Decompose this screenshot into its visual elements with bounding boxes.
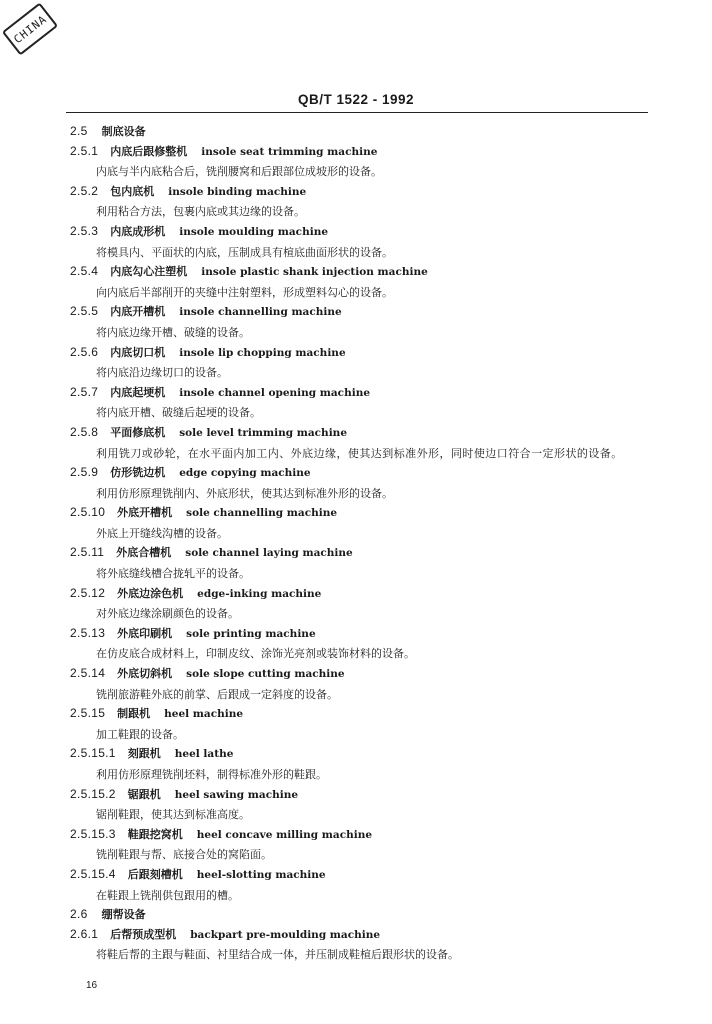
- item-number: 2.5.10: [70, 505, 106, 520]
- term-entry: [70, 925, 654, 965]
- term-entry: [70, 785, 654, 825]
- item-number: 2.5.15.2: [70, 786, 116, 801]
- term-english: sole printing machine: [186, 627, 316, 640]
- item-number: 2.5.15: [70, 706, 106, 721]
- term-english: sole slope cutting machine: [186, 668, 345, 681]
- term-entry: [70, 182, 654, 222]
- term-definition: 利用粘合方法，包裹内底或其边缘的设备。: [96, 205, 305, 219]
- item-number: 2.5.1: [70, 143, 99, 158]
- term-chinese: 包内底机: [110, 184, 155, 198]
- item-number: 2.5.13: [70, 625, 106, 640]
- term-chinese: 鞋跟挖窝机: [127, 827, 183, 841]
- item-number: 2.5.11: [70, 545, 105, 560]
- term-definition: 将模具内、平面状的内底，压制成具有楦底曲面形状的设备。: [96, 245, 393, 259]
- term-entry: [70, 825, 654, 865]
- term-chinese: 内底开槽机: [110, 305, 166, 319]
- item-number: 2.5.7: [70, 384, 99, 399]
- term-definition: 外底上开缝线沟槽的设备。: [96, 526, 228, 540]
- term-entry: [70, 543, 654, 583]
- term-entry: [70, 503, 654, 543]
- term-definition: 向内底后半部削开的夹缝中注射塑料，形成塑料勾心的设备。: [96, 285, 393, 299]
- item-number: 2.5.5: [70, 304, 99, 319]
- term-english: heel concave milling machine: [196, 828, 373, 841]
- term-english: sole channelling machine: [186, 507, 338, 520]
- term-list: [70, 122, 654, 965]
- item-number: 2.6: [70, 907, 88, 922]
- header-rule: [66, 112, 648, 113]
- term-definition: 利用仿形原理铣削内、外底形状，使其达到标准外形的设备。: [96, 486, 393, 500]
- term-definition: 铣削旅游鞋外底的前掌、后跟成一定斜度的设备。: [96, 687, 338, 701]
- term-english: insole seat trimming machine: [201, 145, 378, 158]
- term-definition: 将内底边缘开槽、破缝的设备。: [96, 325, 250, 339]
- term-entry: [70, 704, 654, 744]
- item-number: 2.5.3: [70, 223, 99, 238]
- term-entry: [70, 624, 654, 664]
- term-english: insole lip chopping machine: [179, 346, 346, 359]
- term-chinese: 锯跟机: [127, 787, 161, 801]
- item-number: 2.5.15.4: [70, 866, 116, 881]
- term-entry: [70, 744, 654, 784]
- term-english: edge-inking machine: [197, 587, 322, 600]
- item-number: 2.5.14: [70, 666, 106, 681]
- term-entry: [70, 222, 654, 262]
- term-entry: [70, 865, 654, 905]
- term-english: sole level trimming machine: [179, 426, 347, 439]
- term-chinese: 平面修底机: [110, 425, 166, 439]
- term-chinese: 制跟机: [117, 707, 151, 721]
- item-number: 2.6.1: [70, 926, 99, 941]
- term-chinese: 外底切斜机: [117, 667, 173, 681]
- term-entry: [70, 262, 654, 302]
- item-number: 2.5.6: [70, 344, 99, 359]
- term-definition: 锯削鞋跟，使其达到标准高度。: [96, 808, 250, 822]
- item-number: 2.5.4: [70, 264, 99, 279]
- item-number: 2.5: [70, 124, 88, 138]
- section-title: 绷帮设备: [101, 908, 146, 922]
- standard-number-header: QB/T 1522 - 1992: [298, 92, 415, 107]
- term-entry: [70, 463, 654, 503]
- section-title: 制底设备: [101, 125, 146, 138]
- item-number: 2.5.12: [70, 585, 106, 600]
- term-chinese: 仿形铣边机: [110, 466, 166, 480]
- term-chinese: 外底边涂色机: [117, 586, 184, 600]
- term-chinese: 外底开槽机: [117, 506, 173, 520]
- term-entry: [70, 302, 654, 342]
- term-entry: [70, 423, 654, 463]
- term-entry: [70, 142, 654, 182]
- term-chinese: 内底勾心注塑机: [110, 265, 188, 279]
- term-definition: 利用仿形原理铣削坯料，制得标准外形的鞋跟。: [96, 768, 327, 781]
- term-chinese: 内底起埂机: [110, 385, 166, 399]
- term-chinese: 后跟刻槽机: [127, 867, 183, 881]
- term-definition: 将内底沿边缘切口的设备。: [96, 366, 228, 380]
- term-entry: [70, 664, 654, 704]
- term-chinese: 外底合槽机: [116, 546, 172, 560]
- term-english: insole binding machine: [168, 185, 307, 198]
- term-english: heel lathe: [174, 748, 234, 761]
- item-number: 2.5.8: [70, 424, 99, 439]
- term-chinese: 外底印刷机: [117, 626, 173, 640]
- term-english: insole channel opening machine: [179, 386, 371, 399]
- term-entry: [70, 383, 654, 423]
- term-chinese: 后帮预成型机: [110, 927, 177, 941]
- term-definition: 对外底边缘涂刷颜色的设备。: [96, 607, 239, 621]
- item-number: 2.5.9: [70, 465, 99, 480]
- term-definition: 加工鞋跟的设备。: [96, 727, 184, 741]
- term-english: backpart pre-moulding machine: [190, 928, 381, 941]
- item-number: 2.5.15.3: [70, 826, 116, 841]
- term-definition: 在仿皮底合成材料上，印制皮纹、涂饰光亮剂或装饰材料的设备。: [96, 647, 415, 661]
- term-definition: 利用铣刀或砂轮，在水平面内加工内、外底边缘，使其达到标准外形，同时使边口符合一定形状的设备。: [96, 446, 623, 460]
- term-definition: 在鞋跟上铣削供包跟用的槽。: [96, 888, 239, 902]
- term-chinese: 刻跟机: [127, 747, 161, 761]
- term-english: heel sawing machine: [174, 788, 299, 801]
- item-number: 2.5.2: [70, 183, 99, 198]
- term-english: sole channel laying machine: [185, 547, 353, 560]
- term-english: edge copying machine: [179, 467, 311, 480]
- term-entry: [70, 343, 654, 383]
- page-number: 16: [86, 980, 98, 991]
- term-english: heel machine: [164, 708, 244, 721]
- term-english: insole channelling machine: [179, 306, 342, 319]
- section-2-6: [70, 905, 654, 925]
- term-english: heel-slotting machine: [196, 868, 326, 881]
- term-chinese: 内底后跟修整机: [110, 144, 188, 158]
- term-english: insole moulding machine: [179, 225, 329, 238]
- china-stamp: CHINA: [2, 2, 58, 55]
- term-definition: 内底与半内底粘合后，铣削腰窝和后跟部位成坡形的设备。: [96, 165, 382, 179]
- section-2-5: [70, 122, 654, 142]
- item-number: 2.5.15.1: [70, 746, 116, 761]
- term-chinese: 内底成形机: [110, 224, 166, 238]
- term-definition: 将外底缝线槽合拢轧平的设备。: [96, 567, 250, 581]
- term-definition: 将内底开槽、破缝后起埂的设备。: [96, 406, 261, 420]
- term-chinese: 内底切口机: [110, 345, 166, 359]
- term-definition: 铣削鞋跟与帮、底接合处的窝陷面。: [96, 848, 272, 862]
- term-definition: 将鞋后帮的主跟与鞋面、衬里结合成一体，并压制成鞋楦后跟形状的设备。: [96, 948, 459, 962]
- term-english: insole plastic shank injection machine: [201, 266, 428, 279]
- term-entry: [70, 584, 654, 624]
